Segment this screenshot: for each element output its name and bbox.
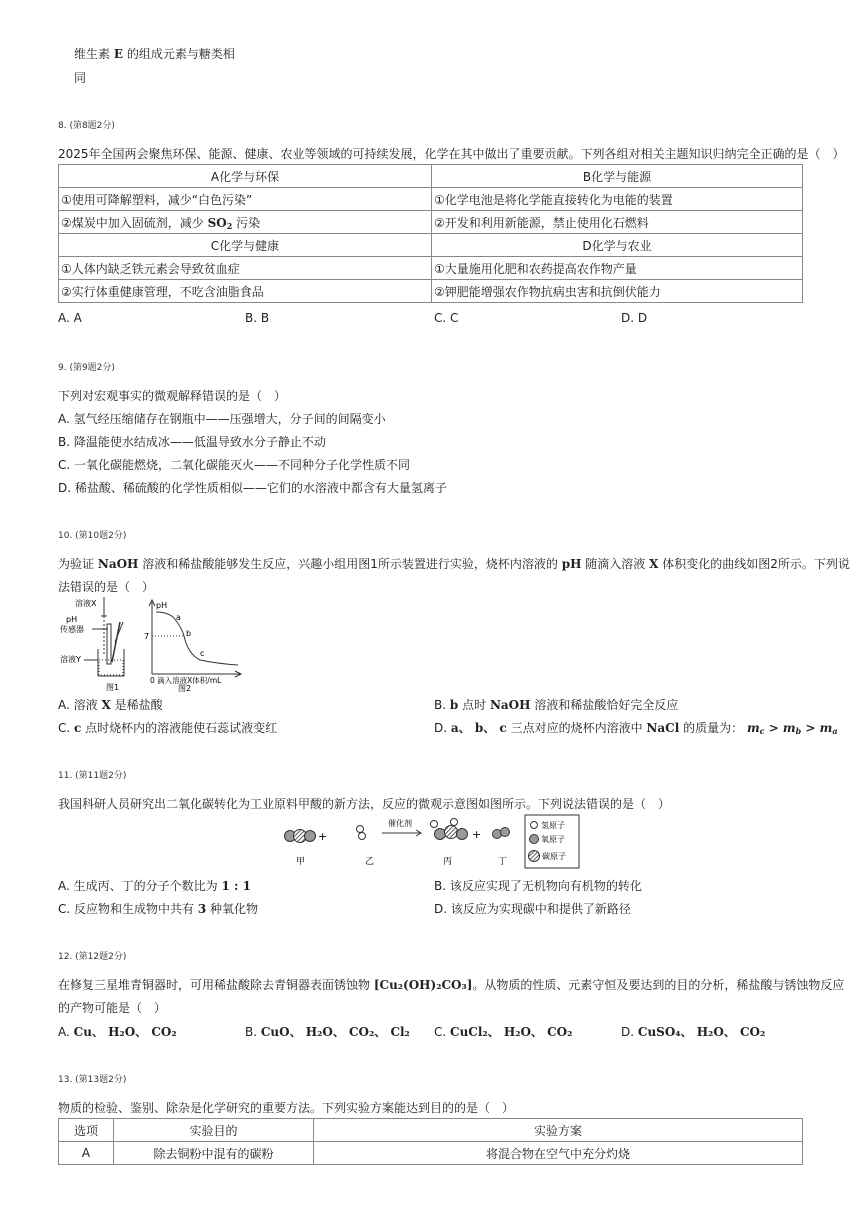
sub: a [832, 726, 838, 736]
ratio: 1 : 1 [221, 879, 251, 893]
question-13-stem: 物质的检验、鉴别、除杂是化学研究的重要方法。下列实验方案能达到目的的是（ ） [58, 1101, 515, 1115]
cell-d2: ②钾肥能增强农作物抗病虫害和抗倒伏能力 [432, 280, 803, 303]
formula: [Cu₂(OH)₂CO₃] [373, 978, 473, 992]
sensor-probe [107, 624, 111, 664]
sub: c [759, 726, 765, 736]
stir-rod [112, 622, 120, 662]
q10-option-a[interactable] [58, 696, 163, 713]
yi-h-atom-2 [359, 833, 366, 840]
text: B. [434, 698, 447, 712]
plus-2: + [472, 828, 482, 841]
text: 三点对应的烧杯内溶液中 [510, 721, 643, 735]
formula: NaOH [97, 557, 139, 571]
point-a-label: a [176, 613, 181, 622]
legend-c-icon [529, 851, 540, 862]
cell-a-title: A化学与环保 [59, 165, 432, 188]
text: 是稀盐酸 [114, 698, 163, 712]
q9-option-b[interactable]: B. 降温能使水结成冰——低温导致水分子静止不动 [58, 435, 326, 449]
plus-1: + [318, 830, 328, 843]
cell-c-title: C化学与健康 [59, 234, 432, 257]
gt: > m [768, 721, 796, 735]
jia-o-atom-2 [305, 831, 316, 842]
q8-option-b[interactable]: B. B [245, 311, 270, 325]
ph-curve [156, 612, 238, 665]
q12-option-c[interactable] [434, 1023, 572, 1040]
question-12-header: 12. (第12题2分) [58, 952, 127, 962]
text: 溶液和稀盐酸能够发生反应，兴趣小组用图1所示装置进行实验，烧杯内溶液的 [142, 557, 558, 571]
formula: a、 b、 c [450, 721, 507, 735]
legend-h-icon [531, 822, 538, 829]
number: 3 [197, 902, 207, 916]
bing-o-atom-2 [457, 829, 468, 840]
row-a-purpose: 除去铜粉中混有的碳粉 [114, 1142, 314, 1165]
text: 种氧化物 [210, 902, 259, 916]
header-plan: 实验方案 [314, 1119, 803, 1142]
label-solution-x: 溶液X [75, 599, 97, 608]
text: ②煤炭中加入固硫剂，减少 [61, 215, 204, 230]
label-ding: 丁 [498, 857, 508, 867]
q12-option-d[interactable] [621, 1023, 765, 1040]
label-bing: 丙 [443, 857, 453, 867]
formula: NaOH [489, 698, 531, 712]
legend-c-label: 碳原子 [542, 852, 566, 861]
text: A. 生成丙、丁的分子个数比为 [58, 879, 218, 893]
text: 的组成元素与糖类相 [126, 47, 235, 61]
cell-c2: ②实行体重健康管理，不吃含油脂食品 [59, 280, 432, 303]
sub: b [795, 726, 802, 736]
cell-b2: ②开发和利用新能源，禁止使用化石燃料 [432, 211, 803, 234]
q9-option-c[interactable]: C. 一氧化碳能燃烧，二氧化碳能灭火——不同种分子化学性质不同 [58, 458, 411, 472]
formula: pH [561, 557, 582, 571]
text: 在修复三星堆青铜器时，可用稀盐酸除去青铜器表面锈蚀物 [58, 978, 371, 992]
text: 。从物质的性质、元素守恒及要达到的目的分析，稀盐酸与锈蚀物反应 [472, 978, 845, 992]
label: A. [58, 1025, 70, 1039]
gt: > m [805, 721, 833, 735]
cell-a2 [59, 211, 432, 234]
catalyst-label: 催化剂 [388, 819, 412, 828]
label-yi: 乙 [365, 857, 375, 867]
q8-option-c[interactable]: C. C [434, 311, 459, 325]
formula: X [101, 698, 111, 712]
formula: CuCl₂、 H₂O、 CO₂ [450, 1025, 573, 1039]
q11-option-d[interactable]: D. 该反应为实现碳中和提供了新路径 [434, 902, 631, 916]
question-11-header: 11. (第11题2分) [58, 771, 127, 781]
label: B. [245, 1025, 258, 1039]
bing-h-atom-1 [431, 821, 438, 828]
question-10-header: 10. (第10题2分) [58, 531, 127, 541]
formula: b [449, 698, 459, 712]
q12-option-a[interactable] [58, 1023, 177, 1040]
row-a-option: A [59, 1142, 114, 1165]
yi-h-atom-1 [357, 826, 364, 833]
label-solution-y: 溶液Y [60, 655, 81, 664]
question-10-stem-1 [58, 555, 850, 572]
formula: X [649, 557, 659, 571]
cell-c1: ①人体内缺乏铁元素会导致贫血症 [59, 257, 432, 280]
question-9-stem: 下列对宏观事实的微观解释错误的是（ ） [58, 389, 287, 403]
q11-option-a[interactable] [58, 877, 251, 894]
question-8-stem: 2025年全国两会聚焦环保、能源、健康、农业等领域的可持续发展，化学在其中做出了重要贡献。下列各组对相关主题知识归纳完全正确的是（ ） [58, 147, 845, 161]
question-11-stem: 我国科研人员研究出二氧化碳转化为工业原料甲酸的新方法，反应的微观示意图如图所示。下列说法错误的是（ ） [58, 797, 671, 811]
q10-option-c[interactable] [58, 719, 277, 736]
header-option: 选项 [59, 1119, 114, 1142]
text: C. 反应物和生成物中共有 [58, 902, 195, 916]
cell-b1: ①化学电池是将化学能直接转化为电能的装置 [432, 188, 803, 211]
x-axis-label: 0 滴入溶液X体积/mL [150, 676, 222, 685]
formula: CuO、 H₂O、 CO₂、 Cl₂ [260, 1025, 410, 1039]
row-a-plan: 将混合物在空气中充分灼烧 [314, 1142, 803, 1165]
ph-7-tick: 7 [144, 632, 150, 641]
q11-option-c[interactable] [58, 900, 258, 917]
text: 的质量为： [683, 721, 744, 735]
label-ph: pH [66, 615, 78, 624]
cell-d1: ①大量施用化肥和农药提高农作物产量 [432, 257, 803, 280]
text: 随滴入溶液 [585, 557, 646, 571]
text: A. 溶液 [58, 698, 98, 712]
question-8-table [58, 164, 803, 303]
label: D. [621, 1025, 635, 1039]
cell-a1: ①使用可降解塑料，减少“白色污染” [59, 188, 432, 211]
text: 点时 [462, 698, 487, 712]
point-c-label: c [200, 649, 205, 658]
q9-option-a[interactable]: A. 氢气经压缩储存在钢瓶中——压强增大，分子间的间隔变小 [58, 412, 386, 426]
question-8-header: 8. (第8题2分) [58, 121, 115, 131]
label-jia: 甲 [296, 857, 306, 867]
y-axis-label: pH [156, 601, 168, 610]
formula: Cu、 H₂O、 CO₂ [73, 1025, 177, 1039]
legend-h-label: 氢原子 [541, 821, 565, 830]
label: C. [434, 1025, 447, 1039]
header-purpose: 实验目的 [114, 1119, 314, 1142]
figure-2-caption: 图2 [178, 684, 192, 693]
figure-1-caption: 图1 [106, 683, 120, 692]
text: 点时烧杯内的溶液能使石蕊试液变红 [85, 721, 278, 735]
text: 污染 [236, 215, 261, 230]
formula: SO [207, 215, 227, 230]
bing-c-atom [445, 826, 458, 839]
q8-option-a[interactable]: A. A [58, 311, 82, 325]
bing-h-atom-2 [451, 819, 458, 826]
question-10-stem-2: 法错误的是（ ） [58, 580, 155, 594]
q10-option-b[interactable] [434, 696, 678, 713]
q8-option-d[interactable]: D. D [621, 311, 648, 325]
legend-o-icon [530, 835, 539, 844]
subscript: 2 [226, 220, 233, 231]
question-12-stem-2: 的产物可能是（ ） [58, 1001, 167, 1015]
top-line-2: 同 [74, 71, 87, 85]
formula: NaCl [646, 721, 680, 735]
formula: c [74, 721, 82, 735]
text: 为验证 [58, 557, 95, 571]
text: D. [434, 721, 448, 735]
text: 体积变化的曲线如图2所示。下列说 [662, 557, 850, 571]
q12-option-b[interactable] [245, 1023, 410, 1040]
legend-o-label: 氧原子 [541, 835, 565, 844]
question-10-figure [60, 594, 260, 694]
question-13-table [58, 1118, 803, 1165]
formula: E [113, 47, 123, 61]
question-12-stem-1 [58, 976, 844, 993]
q9-option-d[interactable]: D. 稀盐酸、稀硫酸的化学性质相似——它们的水溶液中都含有大量氢离子 [58, 481, 447, 495]
top-line-1 [74, 45, 235, 62]
cell-d-title: D化学与农业 [432, 234, 803, 257]
label-sensor: 传感器 [60, 625, 84, 634]
q10-option-d[interactable] [434, 719, 838, 736]
cell-b-title: B化学与能源 [432, 165, 803, 188]
ding-atom-2 [501, 828, 510, 837]
text: 溶液和稀盐酸恰好完全反应 [534, 698, 679, 712]
m: m [746, 721, 760, 735]
text: 维生素 [74, 47, 111, 61]
q11-option-b[interactable]: B. 该反应实现了无机物向有机物的转化 [434, 879, 642, 893]
mass-relation [747, 721, 838, 735]
question-9-header: 9. (第9题2分) [58, 363, 115, 373]
text: C. [58, 721, 71, 735]
question-13-header: 13. (第13题2分) [58, 1075, 127, 1085]
question-11-figure [280, 812, 590, 870]
point-b-label: b [186, 629, 192, 638]
bing-o-atom-1 [435, 829, 446, 840]
formula: CuSO₄、 H₂O、 CO₂ [637, 1025, 766, 1039]
